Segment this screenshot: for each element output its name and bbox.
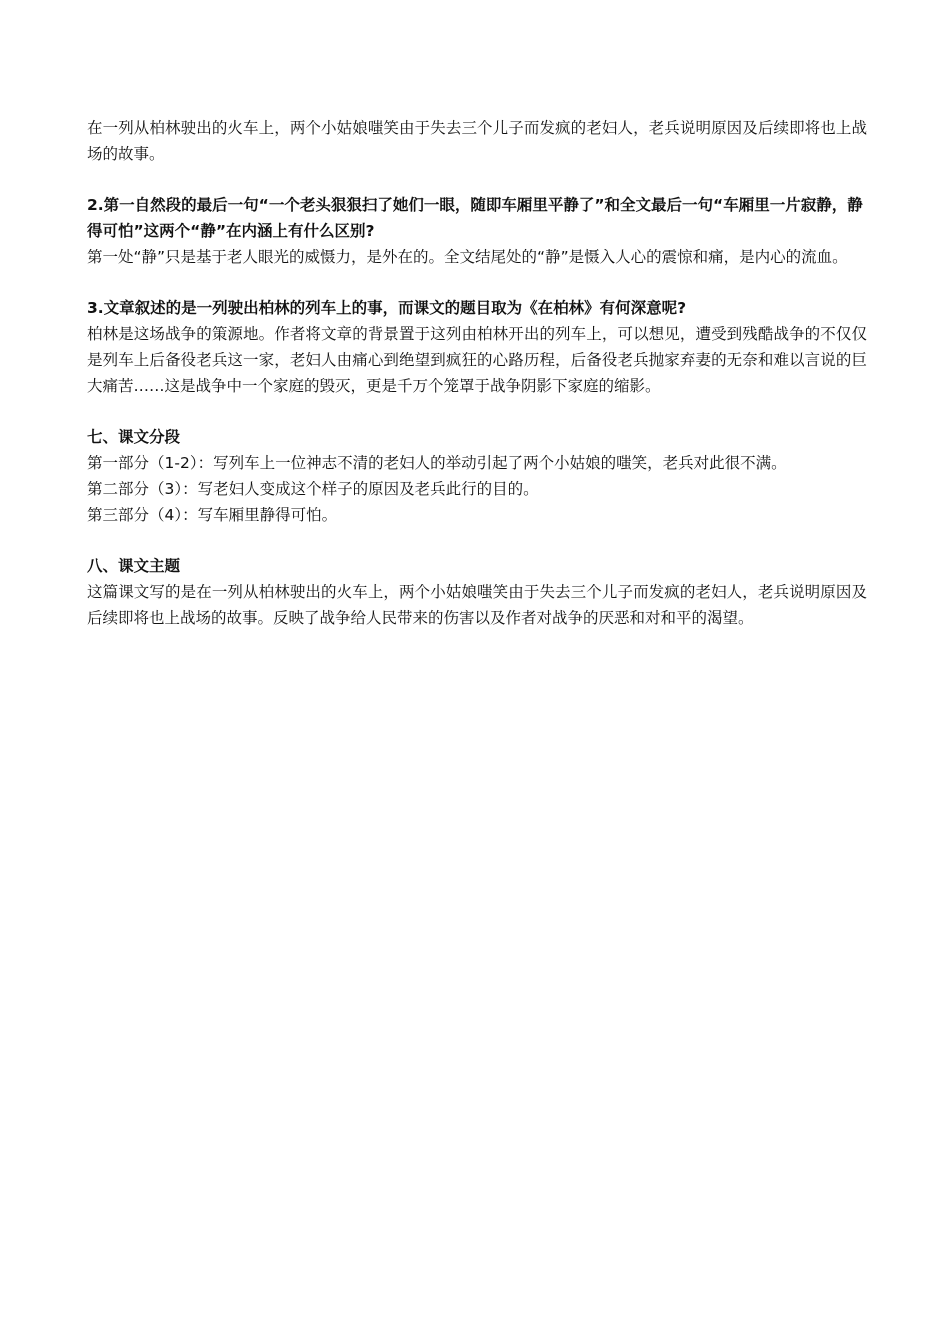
question-3-answer: 柏林是这场战争的策源地。作者将文章的背景置于这列由柏林开出的列车上，可以想见，遭受到残酷战争的不仅仅是列车上后备役老兵这一家，老妇人由痛心到绝望到疯狂的心路历程，后备役老兵抛家弃妻的无奈和难以言说的巨大痛苦……这是战争中一个家庭的毁灭，更是千万个笼罩于战争阴影下家庭的缩影。 <box>87 325 867 395</box>
section-8-paragraph: 这篇课文写的是在一列从柏林驶出的火车上，两个小姑娘嗤笑由于失去三个儿子而发疯的老妇人，老兵说明原因及后续即将也上战场的故事。反映了战争给人民带来的伤害以及作者对战争的厌恶和对和平的渴望。 <box>87 583 867 627</box>
section-8-block <box>87 553 867 631</box>
question-2-heading: 2.第一自然段的最后一句“一个老头狠狠扫了她们一眼，随即车厢里平静了”和全文最后一句“车厢里一片寂静，静得可怕”这两个“静”在内涵上有什么区别? <box>87 196 863 240</box>
section-7-part-2: 第二部分（3）：写老妇人变成这个样子的原因及老兵此行的目的。 <box>87 480 539 498</box>
question-2-block <box>87 192 867 270</box>
section-8-heading: 八、课文主题 <box>87 557 181 575</box>
section-7-heading: 七、课文分段 <box>87 428 181 446</box>
section-7-block <box>87 424 867 528</box>
section-7-part-1: 第一部分（1-2）：写列车上一位神志不清的老妇人的举动引起了两个小姑娘的嗤笑，老兵对此很不满。 <box>87 454 787 472</box>
intro-paragraph: 在一列从柏林驶出的火车上，两个小姑娘嗤笑由于失去三个儿子而发疯的老妇人，老兵说明原因及后续即将也上战场的故事。 <box>87 119 867 163</box>
intro-block <box>87 115 867 167</box>
question-3-block <box>87 295 867 399</box>
question-2-answer: 第一处“静”只是基于老人眼光的威慑力，是外在的。全文结尾处的“静”是慑入人心的震惊和痛，是内心的流血。 <box>87 248 848 266</box>
document-page <box>87 115 867 656</box>
section-7-part-3: 第三部分（4）：写车厢里静得可怕。 <box>87 506 338 524</box>
question-3-heading: 3.文章叙述的是一列驶出柏林的列车上的事，而课文的题目取为《在柏林》有何深意呢? <box>87 299 687 317</box>
